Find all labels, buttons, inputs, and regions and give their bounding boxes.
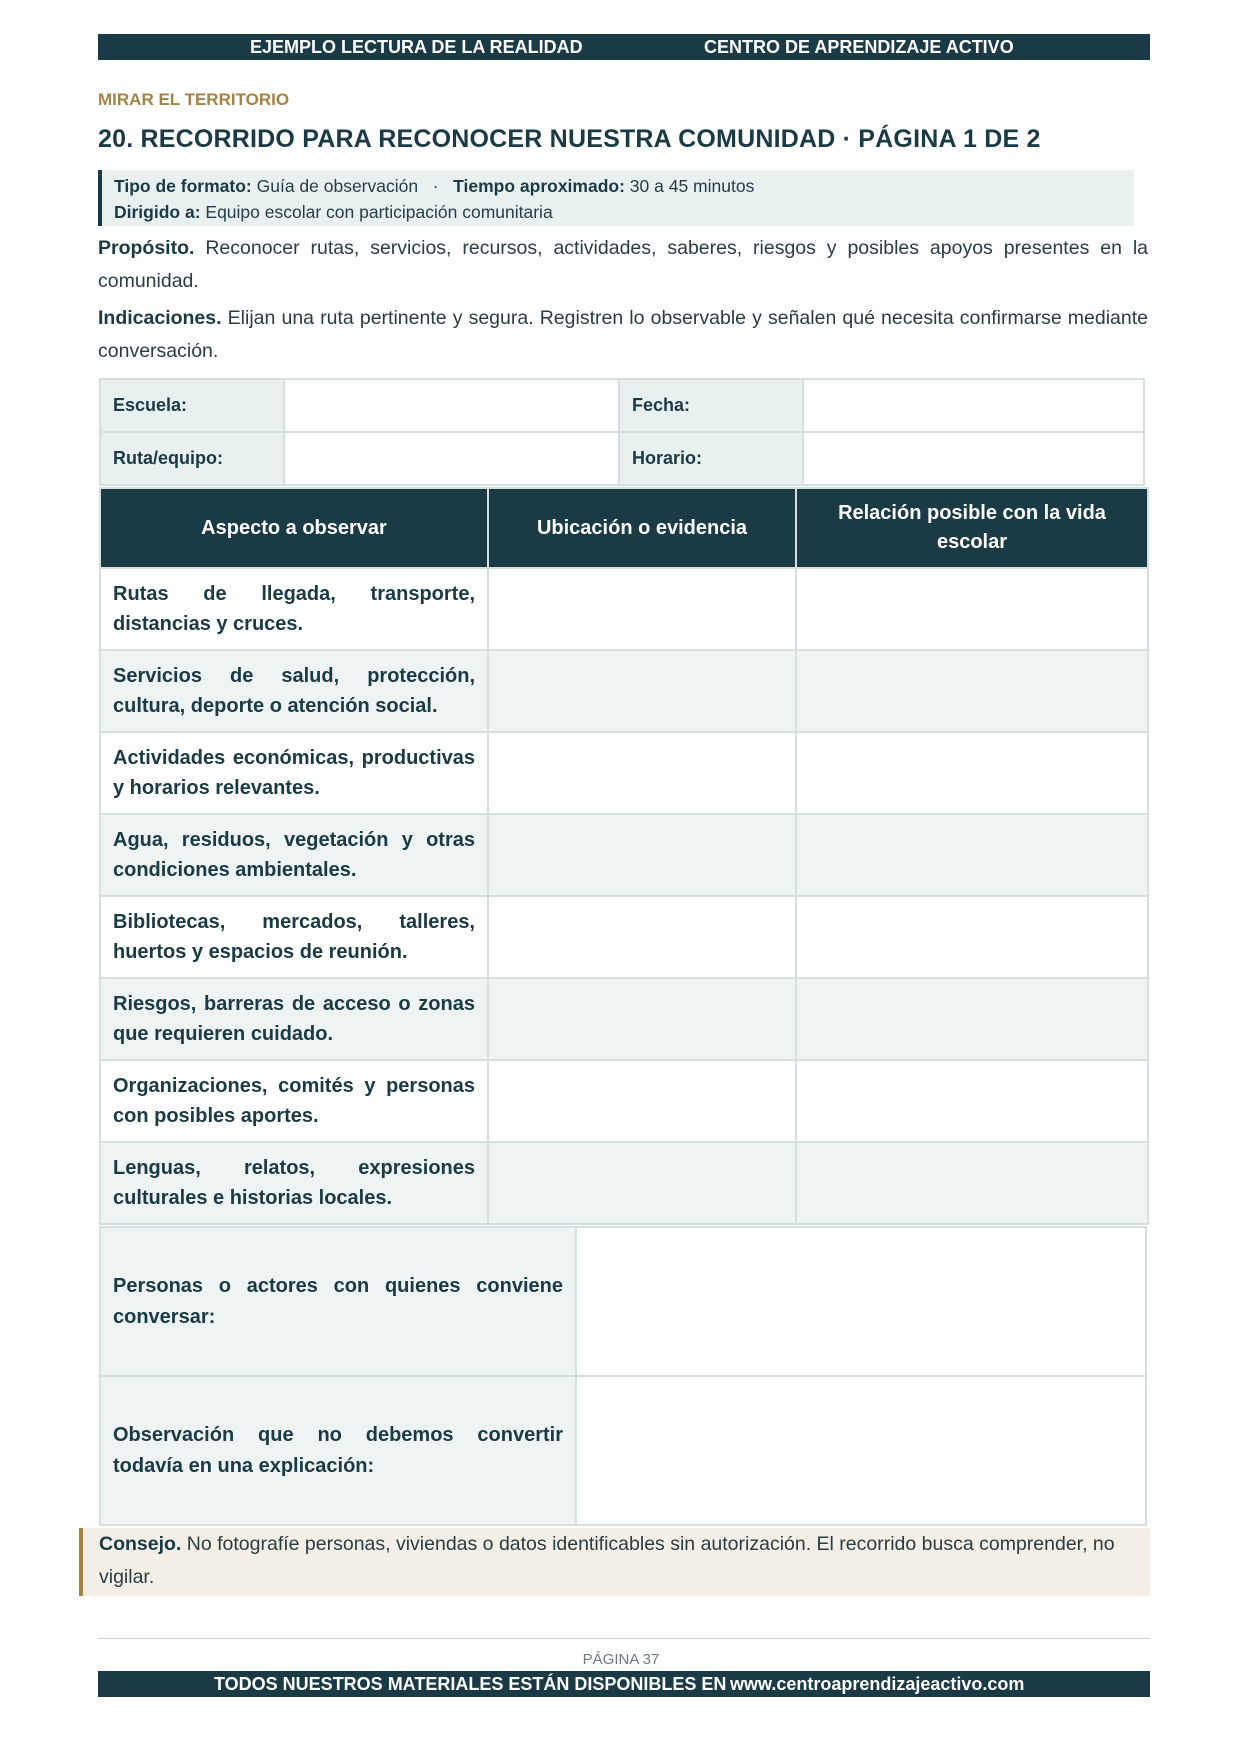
table-row: [100, 814, 1148, 896]
date-label: Fecha:: [619, 379, 803, 432]
time-label: Tiempo aproximado:: [453, 176, 625, 196]
purpose-paragraph: [98, 232, 1148, 298]
header-left-text: EJEMPLO LECTURA DE LA REALIDAD: [250, 36, 583, 57]
format-label: Tipo de formato:: [114, 176, 252, 196]
tip-box: [79, 1528, 1150, 1596]
relation-cell[interactable]: [796, 978, 1148, 1060]
location-cell[interactable]: [488, 1142, 796, 1224]
footer-left-text: TODOS NUESTROS MATERIALES ESTÁN DISPONIBLES EN: [214, 1673, 727, 1694]
tip-text: No fotografíe personas, viviendas o datos identificables sin autorización. El recorrido busca comprender, no vigilar.: [99, 1533, 1115, 1588]
location-cell[interactable]: [488, 896, 796, 978]
date-field[interactable]: [803, 379, 1144, 432]
location-cell[interactable]: [488, 1060, 796, 1142]
info-table: [99, 378, 1145, 486]
info-row: [100, 379, 1144, 432]
aspect-cell: Lenguas, relatos, expresiones culturales e historias locales.: [100, 1142, 488, 1224]
time-value: 30 a 45 minutos: [629, 176, 755, 196]
school-label: Escuela:: [100, 379, 284, 432]
route-label: Ruta/equipo:: [100, 432, 284, 485]
header-relation: Relación posible con la vida escolar: [796, 488, 1148, 568]
footer-bar: [98, 1671, 1150, 1697]
aspect-cell: Agua, residuos, vegetación y otras condiciones ambientales.: [100, 814, 488, 896]
relation-cell[interactable]: [796, 1060, 1148, 1142]
location-cell[interactable]: [488, 732, 796, 814]
aspect-cell: Rutas de llegada, transporte, distancias y cruces.: [100, 568, 488, 650]
purpose-label: Propósito.: [98, 237, 195, 259]
instructions-paragraph: [98, 302, 1148, 368]
schedule-label: Horario:: [619, 432, 803, 485]
location-cell[interactable]: [488, 568, 796, 650]
header-right-text: CENTRO DE APRENDIZAJE ACTIVO: [704, 36, 1014, 57]
location-cell[interactable]: [488, 650, 796, 732]
page-title: 20. RECORRIDO PARA RECONOCER NUESTRA COMUNIDAD · PÁGINA 1 DE 2: [98, 125, 1041, 153]
relation-cell[interactable]: [796, 896, 1148, 978]
relation-cell[interactable]: [796, 568, 1148, 650]
location-cell[interactable]: [488, 814, 796, 896]
aspect-cell: Servicios de salud, protección, cultura, deporte o atención social.: [100, 650, 488, 732]
table-row: [100, 896, 1148, 978]
section-label: MIRAR EL TERRITORIO: [98, 90, 290, 109]
header-bar: [98, 34, 1150, 60]
observation-prompt: Observación que no debemos convertir todavía en una explicación:: [100, 1376, 576, 1525]
relation-cell[interactable]: [796, 1142, 1148, 1224]
table-header-row: [100, 488, 1148, 568]
schedule-field[interactable]: [803, 432, 1144, 485]
header-aspect: Aspecto a observar: [100, 488, 488, 568]
page-number: PÁGINA 37: [582, 1651, 660, 1668]
footer-website-link[interactable]: www.centroaprendizajeactivo.com: [730, 1673, 1025, 1694]
aspect-cell: Bibliotecas, mercados, talleres, huertos y espacios de reunión.: [100, 896, 488, 978]
people-prompt: Personas o actores con quienes conviene conversar:: [100, 1227, 576, 1376]
observation-field[interactable]: [576, 1376, 1146, 1525]
table-row: [100, 1227, 1146, 1376]
tip-label: Consejo.: [99, 1533, 182, 1555]
relation-cell[interactable]: [796, 650, 1148, 732]
aspect-cell: Organizaciones, comités y personas con posibles aportes.: [100, 1060, 488, 1142]
table-row: [100, 568, 1148, 650]
header-location: Ubicación o evidencia: [488, 488, 796, 568]
footer-divider: [98, 1638, 1150, 1639]
audience-label: Dirigido a:: [114, 202, 201, 222]
table-row: [100, 1376, 1146, 1525]
format-value: Guía de observación: [256, 176, 419, 196]
table-row: [100, 1060, 1148, 1142]
route-field[interactable]: [284, 432, 619, 485]
relation-cell[interactable]: [796, 732, 1148, 814]
info-row: [100, 432, 1144, 485]
school-field[interactable]: [284, 379, 619, 432]
table-row: [100, 978, 1148, 1060]
table-row: [100, 1142, 1148, 1224]
location-cell[interactable]: [488, 978, 796, 1060]
observation-table: [99, 487, 1149, 1225]
instructions-text: Elijan una ruta pertinente y segura. Registren lo observable y señalen qué necesita confirmarse mediante conversación.: [98, 307, 1149, 362]
meta-separator: ·: [432, 176, 439, 196]
meta-box: [98, 170, 1134, 226]
meta-line-2: [114, 199, 1122, 225]
purpose-text: Reconocer rutas, servicios, recursos, actividades, saberes, riesgos y posibles apoyos presentes en la comunidad.: [98, 237, 1148, 292]
aspect-cell: Actividades económicas, productivas y horarios relevantes.: [100, 732, 488, 814]
relation-cell[interactable]: [796, 814, 1148, 896]
table-row: [100, 650, 1148, 732]
people-field[interactable]: [576, 1227, 1146, 1376]
instructions-label: Indicaciones.: [98, 307, 222, 329]
aspect-cell: Riesgos, barreras de acceso o zonas que requieren cuidado.: [100, 978, 488, 1060]
meta-line-1: [114, 173, 1122, 199]
people-table: [99, 1226, 1147, 1526]
table-row: [100, 732, 1148, 814]
audience-value: Equipo escolar con participación comunitaria: [205, 202, 553, 222]
